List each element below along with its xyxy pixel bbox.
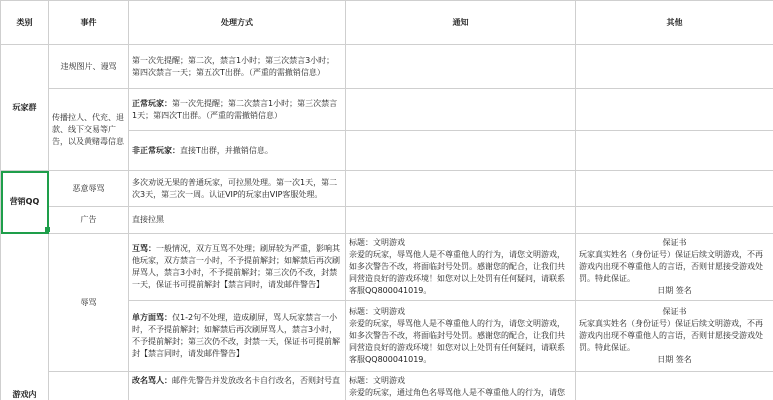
method-cell[interactable] [129, 301, 346, 372]
table-row [1, 234, 773, 301]
table-row [1, 171, 773, 207]
method-cell[interactable] [129, 89, 346, 131]
other-cell[interactable] [576, 89, 773, 131]
other-cell[interactable] [576, 301, 773, 372]
notice-cell[interactable] [346, 45, 576, 89]
pledge-sign: 日期 签名 [657, 286, 692, 295]
notice-cell[interactable]: 标题：文明游戏 亲爱的玩家，辱骂他人是不尊重他人的行为，请您文明游戏，如多次警告不改，将面临封号处罚。感谢您的配合，让我们共同营造良好的游戏环境！如您对以上处罚有任何疑问，请联系客服QQ800041019。 [346, 301, 576, 372]
other-cell[interactable] [576, 45, 773, 89]
method-bold: 互骂： [132, 244, 156, 253]
header-event[interactable]: 事件 [49, 1, 129, 45]
other-cell[interactable] [576, 131, 773, 171]
method-cell[interactable]: 第一次先提醒；第二次，禁言1小时；第三次禁言3小时；第四次禁言一天；第五次T出群。（严重的需撤销信息） [129, 45, 346, 89]
notice-cell[interactable] [346, 131, 576, 171]
notice-cell[interactable] [346, 171, 576, 207]
event-cell[interactable]: 恶意辱骂 [49, 171, 129, 207]
method-cell[interactable]: 多次劝说无果的普通玩家，可拉黑处理。第一次1天，第二次3天，第三次一周。认证VIP的玩家由VIP客服处理。 [129, 171, 346, 207]
method-cell[interactable] [129, 131, 346, 171]
table-row [1, 89, 773, 131]
header-method[interactable]: 处理方式 [129, 1, 346, 45]
selection-fill-handle[interactable] [45, 227, 50, 232]
notice-cell[interactable]: 标题：文明游戏 亲爱的玩家，辱骂他人是不尊重他人的行为，请您文明游戏，如多次警告不改，将面临封号处罚。感谢您的配合，让我们共同营造良好的游戏环境！如您对以上处罚有任何疑问，请联系客服QQ800041019。 [346, 234, 576, 301]
category-cell[interactable]: 玩家群 [1, 45, 49, 171]
pledge-body: 玩家真实姓名（身份证号）保证后续文明游戏，不再游戏内出现不尊重他人的言语，否则甘愿接受游戏处罚。特此保证。 [579, 319, 763, 352]
header-other[interactable]: 其他 [576, 1, 773, 45]
other-cell[interactable] [576, 171, 773, 207]
table-row [1, 45, 773, 89]
method-bold: 改名骂人： [132, 376, 172, 385]
other-cell[interactable] [576, 207, 773, 234]
notice-cell[interactable]: 标题：文明游戏 亲爱的玩家，通过角色名辱骂他人是不尊重他人的行为，请您 [346, 372, 576, 400]
method-text: 仅1-2句不处理，造成刷屏，骂人玩家禁言一小时，不予提前解封；如解禁后再次刷屏骂人，禁言3小时，不予提前解封；第三次仍不改，封禁一天，保证书可提前解封【禁言同时，请发邮件警告】 [132, 313, 340, 358]
event-cell[interactable]: 广告 [49, 207, 129, 234]
pledge-sign: 日期 签名 [657, 355, 692, 364]
event-cell[interactable] [49, 372, 129, 400]
method-text: 直接T出群，并撤销信息。 [180, 145, 273, 155]
method-bold: 单方面骂： [132, 313, 172, 322]
header-notice[interactable]: 通知 [346, 1, 576, 45]
category-cell[interactable]: 游戏内 [1, 234, 49, 400]
event-cell[interactable]: 传播拉人、代充、退款、线下交易等广告，以及黄赌毒信息 [49, 89, 129, 171]
other-cell[interactable] [576, 372, 773, 400]
notice-cell[interactable] [346, 89, 576, 131]
event-cell[interactable]: 辱骂 [49, 234, 129, 372]
pledge-title: 保证书 [662, 307, 687, 316]
header-row [1, 1, 773, 45]
table-row [1, 372, 773, 400]
method-text: 第一次先提醒；第二次禁言1小时；第三次禁言1天；第四次T出群。（严重的需撤销信息） [132, 98, 338, 120]
notice-cell[interactable] [346, 207, 576, 234]
method-cell[interactable] [129, 372, 346, 400]
table-row [1, 207, 773, 234]
pledge-body: 玩家真实姓名（身份证号）保证后续文明游戏，不再游戏内出现不尊重他人的言语，否则甘愿接受游戏处罚。特此保证。 [579, 250, 763, 283]
header-category[interactable]: 类别 [1, 1, 49, 45]
pledge-title: 保证书 [662, 238, 687, 247]
method-text: 一般情况，双方互骂不处理；刷屏较为严重，影响其他玩家，双方禁言一小时，不予提前解封；如解禁后再次刷屏骂人，禁言3小时，不予提前解封；第三次仍不改，封禁一天，保证书可提前解封【禁言同时，请发邮件警告】 [132, 244, 340, 289]
method-bold: 非正常玩家： [132, 145, 180, 155]
category-cell-selected[interactable]: 营销QQ [1, 171, 49, 234]
method-bold: 正常玩家： [132, 98, 172, 108]
other-cell[interactable] [576, 234, 773, 301]
method-cell[interactable]: 直接拉黑 [129, 207, 346, 234]
event-cell[interactable]: 违规图片、谩骂 [49, 45, 129, 89]
method-text: 邮件先警告并发放改名卡自行改名，否则封号直 [172, 376, 340, 385]
method-cell[interactable] [129, 234, 346, 301]
